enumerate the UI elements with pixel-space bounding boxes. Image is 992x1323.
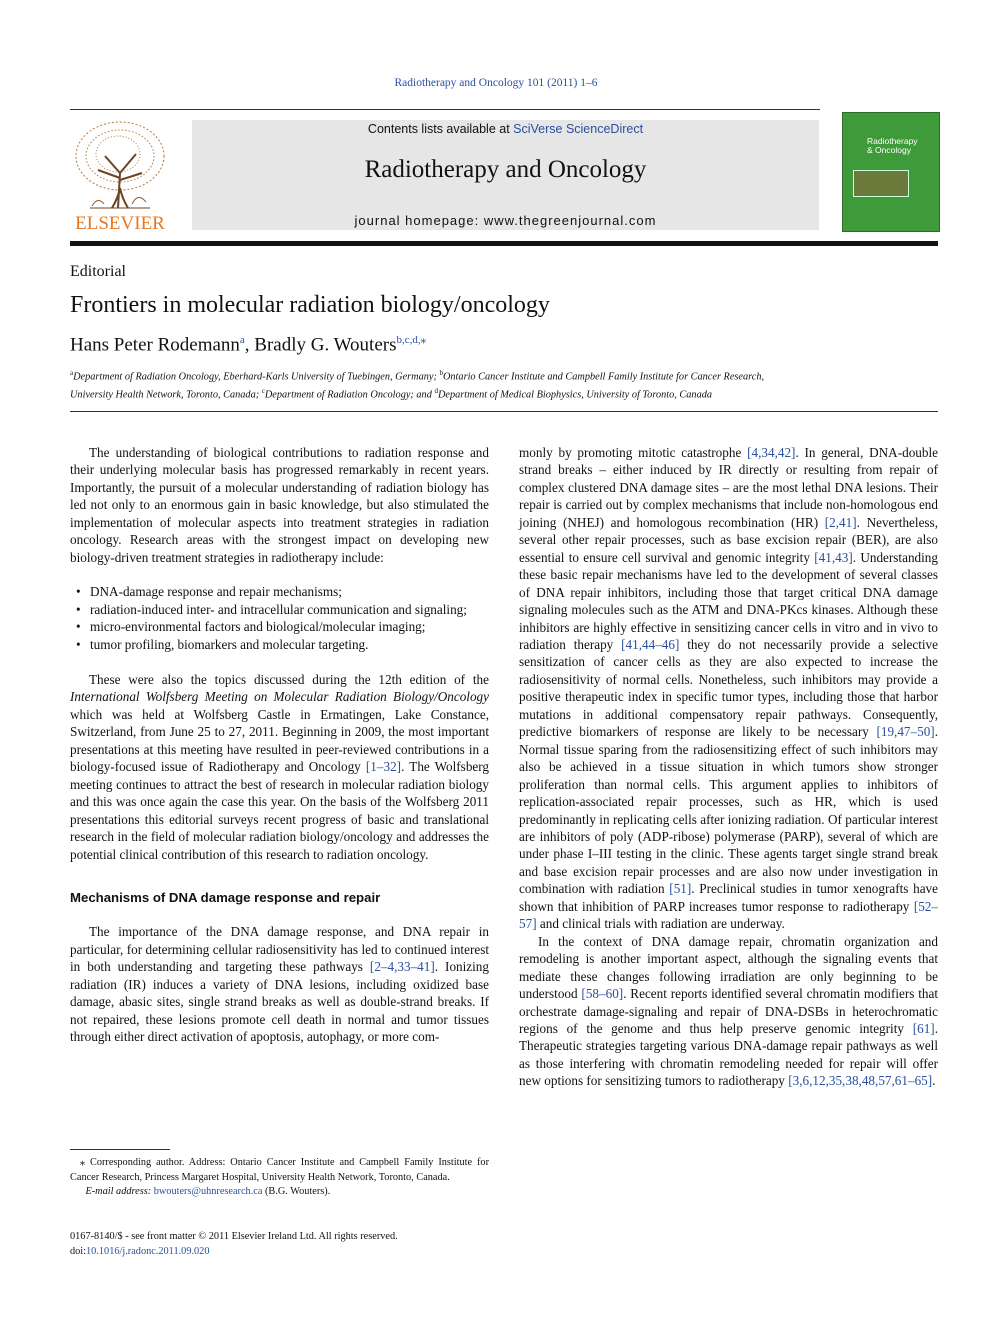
body-text: . The Wolfsberg meeting continues to attract the best of research in molecular radiation biology and this was once again the case this year. On the basis of the Wolfsberg 2011 presentations this editorial surveys recent progress of basic and translational research in the field of molecular radiation biology/oncology and addresses the potential clinical contribution of this research to radiation oncology. — [70, 759, 490, 862]
cover-title-line1: Radiotherapy — [867, 136, 918, 146]
affiliation-marker[interactable] — [396, 334, 426, 346]
email-link[interactable]: bwouters@uhnresearch.ca — [153, 1186, 263, 1197]
left-column — [70, 444, 489, 1046]
body-text: monly by promoting mitotic catastrophe — [519, 445, 748, 460]
cover-title-line2: & Oncology — [867, 145, 911, 155]
list-item — [70, 601, 489, 618]
body-text: In the context of DNA damage repair, chromatin organization and remodeling is another important aspect, although the signaling events that mediate these changes following irradiation are only beginning to be understood — [519, 933, 938, 1002]
body-text: they do not necessarily provide a selective sensitization of cancer cells as they are also expected to increase the radiosensitivity of normal cells. Nonetheless, such inhibitors may provide a positive therapeutic index in specific tumor types, including those that harbor mutations in additional compensatory repair pathways. Consequently, predictive biomarkers of response are likely to be necessary — [519, 636, 938, 740]
topic-list — [70, 583, 489, 653]
body-text: which was held at Wolfsberg Castle in Ermatingen, Lake Constance, Switzerland, from June 25 to 27, 2011. Beginning in 2009, the most important presentations at this meeting have resulted in peer-reviewed contributions in a biology-focused issue of Radiotherapy and Oncology — [70, 706, 489, 775]
body-text: and clinical trials with radiation are underway. — [536, 916, 785, 932]
bullet-icon: • — [76, 601, 81, 617]
elsevier-tree-icon — [70, 118, 170, 233]
corresponding-author-marker: ⁎ — [420, 334, 427, 346]
doi-label: doi: — [70, 1245, 87, 1257]
affiliation-text: Department of Medical Biophysics, University of Toronto, Canada — [437, 389, 713, 401]
citation-link[interactable]: [3,6,12,35,38,48,57,61–65] — [788, 1073, 933, 1089]
citation-link[interactable]: [41,43] — [814, 549, 853, 565]
affiliations — [70, 366, 938, 403]
affiliation-letters: b,c,d, — [396, 334, 421, 346]
article-section: Editorial — [70, 263, 126, 280]
email-note — [70, 1185, 489, 1200]
footnote-rule — [70, 1149, 170, 1150]
affiliation-marker[interactable]: a — [239, 334, 245, 346]
affiliation-text: Department of Radiation Oncology, Eberhard-Karls University of Tuebingen, Germany; — [73, 371, 440, 383]
body-text: These were also the topics discussed during the 12th edition of the — [89, 671, 489, 687]
body-text: . In general, DNA-double strand breaks – either induced by IR directly or resulting from repair of complex clustered DNA damage sites – are the most lethal DNA lesions. Their repair is carried out by complex mechanisms that include non-homologous end joining (NHEJ) and homologous recombination (HR) — [519, 445, 938, 530]
citation-link[interactable]: [41,44–46] — [621, 636, 680, 652]
journal-homepage[interactable]: journal homepage: www.thegreenjournal.com — [354, 213, 657, 228]
list-item-text: DNA-damage response and repair mechanisms; — [90, 584, 342, 600]
body-paragraph — [519, 444, 938, 933]
citation-link[interactable]: [2–4,33–41] — [369, 959, 435, 975]
contents-prefix: Contents lists available at — [367, 122, 514, 136]
list-item — [70, 636, 489, 653]
affiliation-text: Department of Radiation Oncology; and — [264, 389, 435, 401]
affiliation-text: University Health Network, Toronto, Canada; — [70, 389, 262, 401]
cover-title — [867, 137, 918, 155]
issn-copyright: 0167-8140/$ - see front matter © 2011 Elsevier Ireland Ltd. All rights reserved. — [70, 1231, 398, 1242]
bullet-icon: • — [76, 636, 81, 652]
header-rule — [70, 109, 820, 110]
list-item-text: micro-environmental factors and biological/molecular imaging; — [90, 619, 426, 635]
affiliation-rule — [70, 411, 938, 412]
footnote-text: Corresponding author. Address: Ontario Cancer Institute and Campbell Family Institute for Cancer Research, Princess Margaret Hospital, University Health Network, Toronto, Canada. — [70, 1157, 490, 1183]
citation-link[interactable]: [4,34,42] — [747, 445, 796, 460]
corresponding-author-note — [70, 1156, 489, 1185]
body-paragraph — [70, 671, 489, 863]
affiliation-line: $^a$Department of Radiation Oncology, Eberhard-Karls University of Tuebingen, Germany; $^b$Ontario Cancer Institute and Campbell Family Institute for Cancer Research, — [70, 369, 765, 383]
section-heading: Mechanisms of DNA damage response and repair — [70, 889, 381, 905]
body-text: . Understanding these basic repair mechanisms have led to the development of several classes of DNA repair inhibitors, including those that target critical DNA damage signaling molecules such as the ATM and DNA-PKcs kinases. Although these inhibitors are highly effective in sensitizing cancer cells in vitro and in vivo to radiation therapy — [519, 549, 938, 652]
bullet-icon: • — [76, 584, 81, 600]
author-separator: , — [244, 334, 255, 356]
corresponding-author-marker: ⁎ — [79, 1157, 86, 1168]
list-item-text: tumor profiling, biomarkers and molecular targeting. — [90, 636, 369, 652]
list-item-text: radiation-induced inter- and intracellular communication and signaling; — [90, 601, 467, 617]
body-text: . Normal tissue sparing from the radiosensitizing effect of such inhibitors may also be achieved in a tissue situation in which tumors show stronger proliferation than normal cells. This argument applies to inhibitors of replication-associated repair processes, such as HR, which is used predominantly in replicating cells after ionizing radiation. Of particular interest are inhibitors of poly (ADP-ribose) polymerase (PARP), several of which are under phase I–III testing in the clinic. These agents target single strand break and base excision repair processes and are also now under investigation in combination with radiation — [519, 724, 938, 897]
elsevier-logo[interactable] — [70, 118, 170, 233]
body-text: The importance of the DNA damage response, and DNA repair in particular, for determining cellular radiosensitivity has led to continued interest in both understanding and targeting these pathways — [70, 924, 489, 975]
author-name[interactable]: Hans Peter Rodemann — [70, 334, 240, 356]
journal-title: Radiotherapy and Oncology — [364, 156, 647, 183]
body-text: . Recent reports identified several chromatin modifiers that orchestrate damage-signaling and repair of DNA-DSBs in heterochromatic regions of the genome and thus help preserve genomic integrity — [519, 986, 939, 1036]
contents-line — [192, 122, 819, 136]
citation-link[interactable]: [58–60] — [581, 986, 624, 1002]
journal-reference[interactable]: Radiotherapy and Oncology 101 (2011) 1–6 — [394, 77, 598, 89]
body-paragraph — [519, 933, 938, 1090]
citation-link[interactable]: [19,47–50] — [876, 724, 935, 740]
list-item — [70, 583, 489, 600]
body-text: . — [932, 1073, 936, 1089]
header-thick-rule — [70, 241, 938, 246]
citation-link[interactable]: [2,41] — [824, 514, 857, 530]
cover-photo — [853, 170, 909, 197]
meeting-name: International Wolfsberg Meeting on Molecular Radiation Biology/Oncology — [70, 689, 489, 705]
citation-link[interactable]: [1–32] — [365, 759, 402, 775]
doi-link[interactable]: 10.1016/j.radonc.2011.09.020 — [86, 1245, 210, 1257]
journal-cover-thumbnail[interactable] — [842, 112, 940, 232]
citation-link[interactable]: [51] — [669, 881, 692, 897]
right-column — [519, 444, 938, 1090]
body-text: . Therapeutic strategies targeting various DNA-damage repair pathways as well as those interfering with chromatin remodeling needed for repair will offer new options for sensitizing tumors to radiotherapy — [519, 1020, 938, 1089]
bullet-icon: • — [76, 619, 81, 635]
author-list — [70, 333, 426, 356]
body-paragraph — [70, 923, 489, 1045]
affiliation-line: University Health Network, Toronto, Canada; $^c$Department of Radiation Oncology; and $^d$Department of Medical Biophysics, University of Toronto, Canada — [70, 387, 713, 401]
footnote-text: (B.G. Wouters). — [262, 1186, 331, 1197]
doi-line — [70, 1245, 520, 1260]
author-name[interactable]: Bradly G. Wouters — [254, 334, 397, 356]
footnotes — [70, 1156, 489, 1200]
list-item — [70, 618, 489, 635]
body-paragraph: The understanding of biological contributions to radiation response and their underlying molecular basis has progressed remarkably in recent years. Importantly, the pursuit of a molecular understanding of radiation biology has led not only to an enormous gain in basic knowledge, but also stimulated the implementation of molecular aspects into treatment strategies in radiation oncology. Research areas with the strongest impact on developing new biology-driven treatment strategies in radiotherapy include: — [70, 445, 489, 565]
elsevier-wordmark: ELSEVIER — [75, 213, 165, 233]
email-label: E-mail address: — [85, 1186, 152, 1197]
body-text: . Nevertheless, several other repair processes, such as base excision repair (BER), are also essential to ensure cell survival and genomic integrity — [519, 514, 938, 565]
article-title: Frontiers in molecular radiation biology/oncology — [70, 292, 550, 318]
body-text: . Ionizing radiation (IR) induces a variety of DNA lesions, including oxidized base damage, abasic sites, single strand breaks as well as double-strand breaks. If not repaired, these lesions promote cell death in normal and tumor tissues through either direct activation of apoptosis, autophagy, or more com- — [70, 959, 489, 1045]
citation-link[interactable]: [61] — [912, 1020, 935, 1036]
affiliation-text: Ontario Cancer Institute and Campbell Family Institute for Cancer Research, — [442, 371, 765, 383]
copyright-block — [70, 1230, 520, 1259]
citation-link[interactable]: [52–57] — [519, 898, 938, 932]
body-text: . Preclinical studies in tumor xenografts have shown that inhibition of PARP increases tumor response to radiotherapy — [519, 881, 938, 914]
sciencedirect-link[interactable]: SciVerse ScienceDirect — [513, 122, 644, 136]
